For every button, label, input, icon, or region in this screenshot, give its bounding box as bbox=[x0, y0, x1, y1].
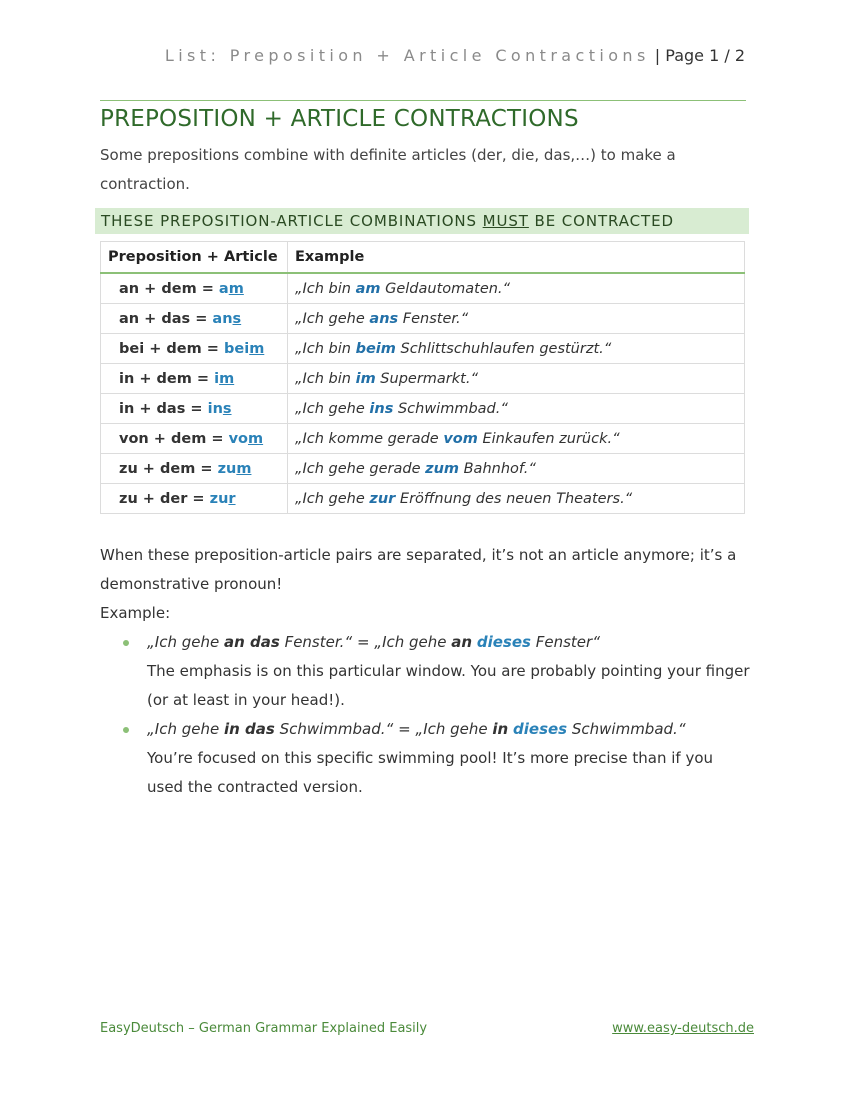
contraction-ending: s bbox=[222, 400, 232, 417]
preposition-cell bbox=[101, 484, 288, 514]
preposition-cell bbox=[101, 273, 288, 304]
example-label: Example: bbox=[100, 604, 171, 622]
contraction-base: in bbox=[207, 400, 223, 417]
preposition-cell bbox=[101, 304, 288, 334]
table-row bbox=[101, 394, 745, 424]
example-highlight: ans bbox=[369, 310, 399, 327]
table-row bbox=[101, 484, 745, 514]
contraction bbox=[210, 491, 236, 507]
example-post: Bahnhof.“ bbox=[459, 460, 536, 477]
example-post: Schlittschuhlaufen gestürzt.“ bbox=[395, 340, 612, 357]
example-highlight: im bbox=[355, 370, 376, 387]
example-quote-original bbox=[147, 633, 352, 651]
header-title: List: Preposition + Article Contractions bbox=[164, 46, 650, 65]
example-pre: „Ich gehe bbox=[295, 490, 370, 507]
quote-pre: „Ich gehe bbox=[374, 633, 452, 651]
example-quote-original bbox=[147, 720, 393, 738]
example-highlight: beim bbox=[355, 340, 396, 357]
formula-text: von + dem = bbox=[119, 430, 229, 447]
example-cell bbox=[288, 484, 745, 514]
contraction-base: zu bbox=[217, 460, 237, 477]
contraction bbox=[218, 461, 252, 477]
quote-post: Schwimmbad.“ bbox=[567, 720, 686, 738]
section-heading bbox=[95, 208, 749, 234]
preposition-cell bbox=[101, 364, 288, 394]
list-item bbox=[100, 628, 750, 715]
example-post: Supermarkt.“ bbox=[375, 370, 478, 387]
example-quote-demonstrative bbox=[374, 633, 600, 651]
example-post: Schwimmbad.“ bbox=[393, 400, 508, 417]
example-highlight: ins bbox=[369, 400, 394, 417]
page-number: | Page 1 / 2 bbox=[654, 46, 745, 65]
footer-brand: EasyDeutsch – German Grammar Explained Easily bbox=[100, 1021, 428, 1036]
quote-bold: in bbox=[492, 720, 509, 738]
formula-text: bei + dem = bbox=[119, 340, 224, 357]
equals-sign: = bbox=[393, 720, 416, 738]
quote-pre: „Ich gehe bbox=[147, 720, 224, 738]
example-cell bbox=[288, 273, 745, 304]
column-header-example: Example bbox=[288, 242, 745, 274]
contraction-base: an bbox=[212, 310, 233, 327]
table-row bbox=[101, 304, 745, 334]
quote-post: Fenster“ bbox=[530, 633, 600, 651]
example-pre: „Ich bin bbox=[295, 370, 356, 387]
example-pre: „Ich bin bbox=[295, 280, 356, 297]
example-cell bbox=[288, 454, 745, 484]
contraction-ending: m bbox=[249, 340, 265, 357]
contraction bbox=[214, 371, 234, 387]
example-pre: „Ich komme gerade bbox=[295, 430, 444, 447]
section-heading-emphasis: MUST bbox=[482, 212, 529, 230]
contraction-base: zu bbox=[209, 490, 229, 507]
example-cell bbox=[288, 304, 745, 334]
example-post: Geldautomaten.“ bbox=[380, 280, 511, 297]
table-body bbox=[101, 273, 745, 514]
quote-bold: an bbox=[451, 633, 473, 651]
formula-text: in + das = bbox=[119, 400, 208, 417]
quote-bold: an das bbox=[223, 633, 280, 651]
example-highlight: vom bbox=[443, 430, 478, 447]
equals-sign: = bbox=[352, 633, 375, 651]
example-highlight: zur bbox=[369, 490, 396, 507]
contraction-base: i bbox=[214, 370, 220, 387]
explanation-text: When these preposition-article pairs are separated, it’s not an article anymore; it’s a demonstrative pronoun! bbox=[100, 546, 737, 593]
footer-link[interactable]: www.easy-deutsch.de bbox=[612, 1021, 754, 1036]
preposition-cell bbox=[101, 424, 288, 454]
bullet-icon bbox=[123, 640, 129, 646]
example-cell bbox=[288, 364, 745, 394]
demonstrative-pronoun: dieses bbox=[476, 633, 531, 651]
table-header-row bbox=[101, 242, 745, 274]
example-pre: „Ich gehe bbox=[295, 400, 370, 417]
demonstrative-pronoun: dieses bbox=[513, 720, 568, 738]
example-post: Fenster.“ bbox=[398, 310, 469, 327]
quote-pre: „Ich gehe bbox=[415, 720, 493, 738]
preposition-cell bbox=[101, 394, 288, 424]
contractions-table bbox=[100, 241, 745, 514]
contraction-base: a bbox=[218, 280, 229, 297]
example-note: You’re focused on this specific swimming pool! It’s more precise than if you used the contracted version. bbox=[147, 749, 714, 796]
intro-text: Some prepositions combine with definite articles (der, die, das,…) to make a contraction. bbox=[100, 146, 676, 193]
header-divider bbox=[100, 100, 746, 101]
column-header-preposition: Preposition + Article bbox=[101, 242, 288, 274]
contraction-ending: s bbox=[232, 310, 242, 327]
example-highlight: zum bbox=[425, 460, 459, 477]
explanation-section bbox=[100, 541, 750, 802]
formula-text: an + dem = bbox=[119, 280, 219, 297]
example-quote-demonstrative bbox=[415, 720, 685, 738]
example-pre: „Ich gehe gerade bbox=[295, 460, 426, 477]
page-title: PREPOSITION + ARTICLE CONTRACTIONS bbox=[100, 106, 579, 132]
contraction-ending: m bbox=[228, 280, 244, 297]
contraction bbox=[212, 311, 241, 327]
example-highlight: am bbox=[355, 280, 381, 297]
example-cell bbox=[288, 424, 745, 454]
contraction bbox=[219, 281, 244, 297]
contraction bbox=[229, 431, 264, 447]
formula-text: an + das = bbox=[119, 310, 213, 327]
example-post: Einkaufen zurück.“ bbox=[477, 430, 620, 447]
example-pre: „Ich bin bbox=[295, 340, 356, 357]
table-row bbox=[101, 424, 745, 454]
contraction-ending: r bbox=[228, 490, 236, 507]
quote-bold: in das bbox=[223, 720, 275, 738]
example-list bbox=[100, 628, 750, 802]
contraction-ending: m bbox=[236, 460, 252, 477]
preposition-cell bbox=[101, 334, 288, 364]
example-pre: „Ich gehe bbox=[295, 310, 370, 327]
bullet-icon bbox=[123, 727, 129, 733]
table-row bbox=[101, 334, 745, 364]
example-cell bbox=[288, 334, 745, 364]
table-row bbox=[101, 273, 745, 304]
quote-post: Schwimmbad.“ bbox=[274, 720, 394, 738]
example-post: Eröffnung des neuen Theaters.“ bbox=[395, 490, 633, 507]
contraction-base: bei bbox=[224, 340, 250, 357]
formula-text: zu + dem = bbox=[119, 460, 218, 477]
section-heading-after: BE CONTRACTED bbox=[528, 212, 674, 230]
formula-text: zu + der = bbox=[119, 490, 210, 507]
preposition-cell bbox=[101, 454, 288, 484]
contraction-base: vo bbox=[228, 430, 248, 447]
contraction-ending: m bbox=[247, 430, 264, 447]
section-heading-before: THESE PREPOSITION-ARTICLE COMBINATIONS bbox=[101, 212, 483, 230]
list-item bbox=[100, 715, 750, 802]
example-note: The emphasis is on this particular window. You are probably pointing your finger (or at least in your head!). bbox=[147, 662, 750, 709]
quote-pre: „Ich gehe bbox=[147, 633, 224, 651]
table-row bbox=[101, 364, 745, 394]
table-row bbox=[101, 454, 745, 484]
example-cell bbox=[288, 394, 745, 424]
quote-post: Fenster.“ bbox=[279, 633, 353, 651]
contraction bbox=[224, 341, 264, 357]
formula-text: in + dem = bbox=[119, 370, 215, 387]
page-header bbox=[165, 46, 745, 65]
contraction-ending: m bbox=[219, 370, 235, 387]
contraction bbox=[208, 401, 232, 417]
